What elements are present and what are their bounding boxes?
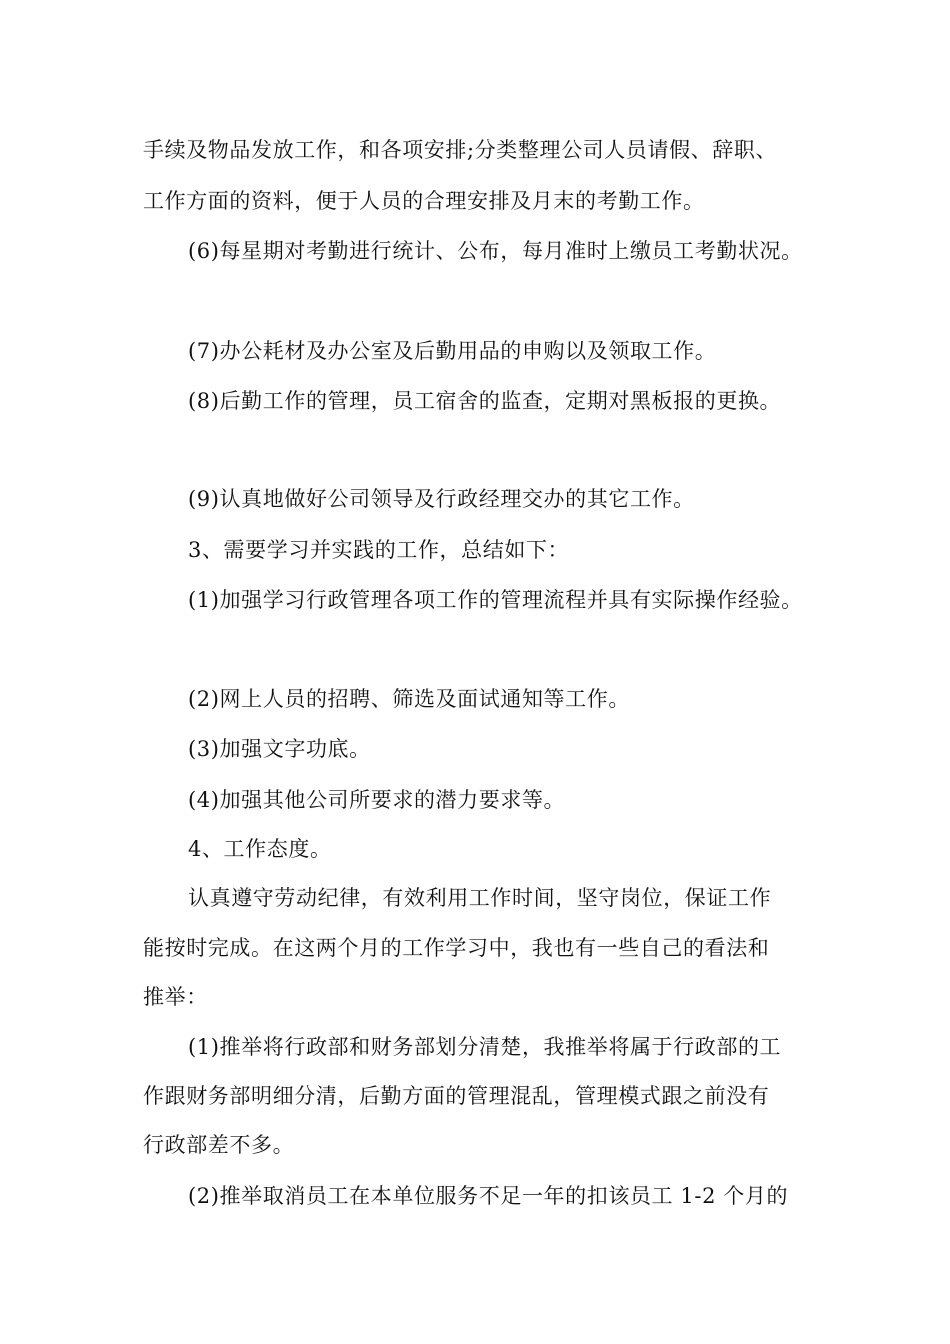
text-line: (1)推举将行政部和财务部划分清楚，我推举将属于行政部的工 [188, 1035, 782, 1059]
text-line: (8)后勤工作的管理，员工宿舍的监查，定期对黑板报的更换。 [188, 389, 782, 413]
text-line: (2)网上人员的招聘、筛选及面试通知等工作。 [188, 687, 630, 711]
text-line: (1)加强学习行政管理各项工作的管理流程并具有实际操作经验。 [188, 588, 803, 612]
text-line: 4、工作态度。 [188, 837, 332, 861]
text-line: (3)加强文字功底。 [188, 737, 371, 761]
text-line: 推举： [143, 985, 208, 1009]
text-line: 认真遵守劳动纪律，有效利用工作时间，坚守岗位，保证工作 [188, 886, 772, 910]
text-line: 手续及物品发放工作，和各项安排;分类整理公司人员请假、辞职、 [143, 138, 778, 162]
text-line: 能按时完成。在这两个月的工作学习中，我也有一些自己的看法和 [143, 936, 770, 960]
text-line: 作跟财务部明细分清，后勤方面的管理混乱，管理模式跟之前没有 [143, 1084, 770, 1108]
text-line: (6)每星期对考勤进行统计、公布，每月准时上缴员工考勤状况。 [188, 239, 803, 263]
text-line: (2)推举取消员工在本单位服务不足一年的扣该员工 1-2 个月的 [188, 1184, 789, 1208]
text-line: (7)办公耗材及办公室及后勤用品的申购以及领取工作。 [188, 339, 717, 363]
text-line: (9)认真地做好公司领导及行政经理交办的其它工作。 [188, 487, 695, 511]
text-line: 工作方面的资料，便于人员的合理安排及月末的考勤工作。 [143, 189, 705, 213]
text-line: 行政部差不多。 [143, 1133, 295, 1157]
text-line: 3、需要学习并实践的工作，总结如下： [188, 538, 570, 562]
text-line: (4)加强其他公司所要求的潜力要求等。 [188, 788, 566, 812]
